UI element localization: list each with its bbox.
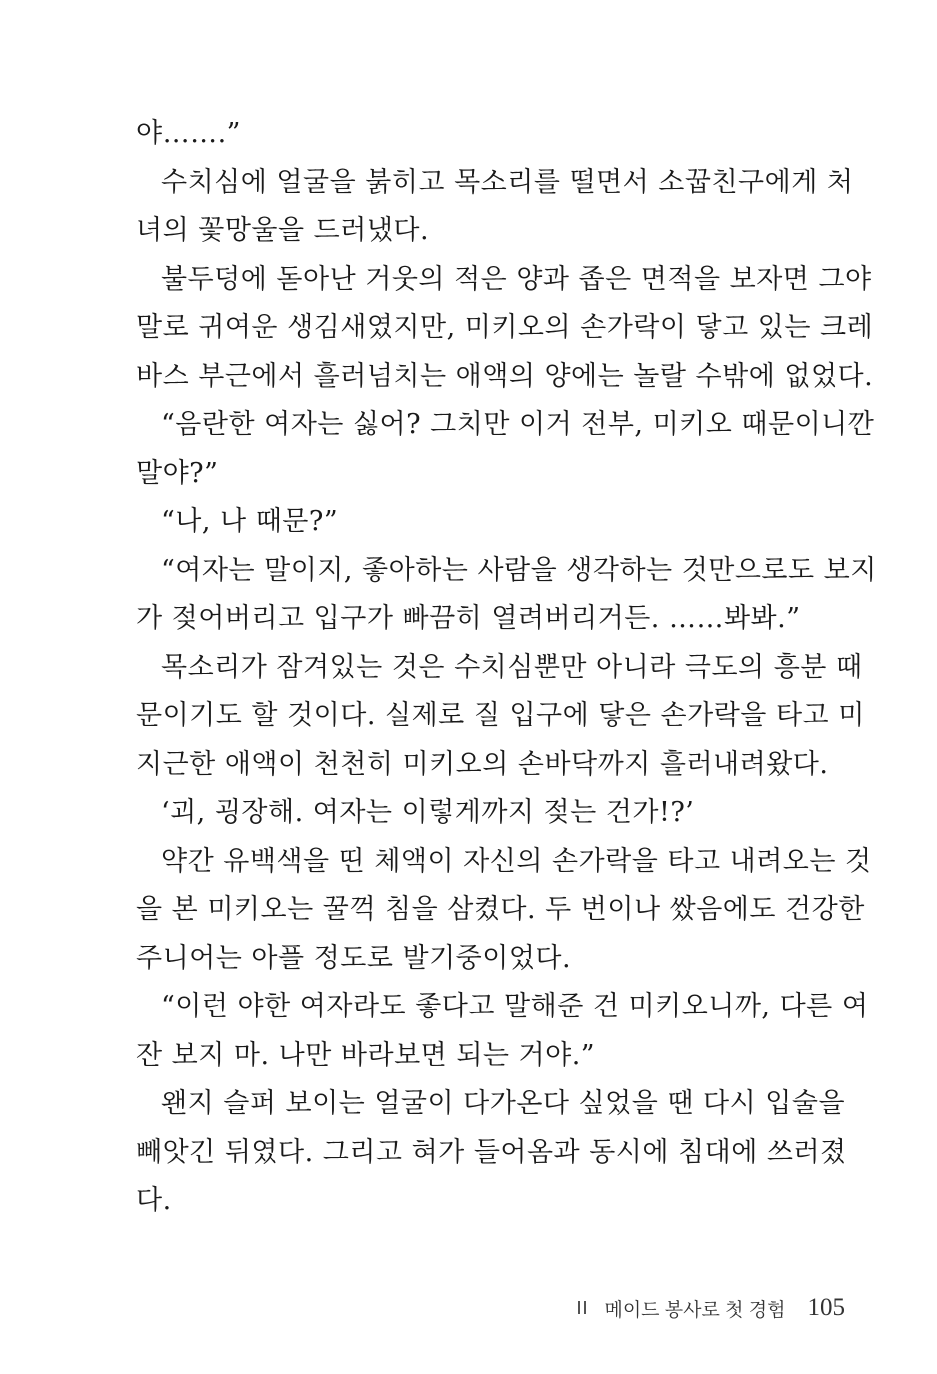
body-line-21: 왠지 슬퍼 보이는 얼굴이 다가온다 싶었을 땐 다시 입술을 <box>161 1088 846 1119</box>
body-line-14: 지근한 애액이 천천히 미키오의 손바닥까지 흘러내려왔다. <box>136 748 829 780</box>
body-line-18: 주니어는 아플 정도로 발기중이었다. <box>136 942 572 974</box>
page-footer <box>576 1290 845 1326</box>
body-line-23: 다. <box>136 1185 172 1216</box>
page-body-text <box>136 110 877 1226</box>
body-line-19: “이런 야한 여자라도 좋다고 말해준 건 미키오니까, 다른 여 <box>161 991 869 1022</box>
body-line-12: 목소리가 잠겨있는 것은 수치심뿐만 아니라 극도의 흥분 때 <box>161 651 863 683</box>
body-line-10: “여자는 말이지, 좋아하는 사람을 생각하는 것만으로도 보지 <box>161 554 877 586</box>
body-line-11: 가 젖어버리고 입구가 빠끔히 열려버리거든. ……봐봐.” <box>136 603 801 634</box>
body-line-20: 잔 보지 마. 나만 바라보면 되는 거야.” <box>136 1039 596 1071</box>
body-line-9: “나, 나 때문?” <box>161 506 339 537</box>
page-number: 105 <box>807 1294 845 1321</box>
body-line-5: 말로 귀여운 생김새였지만, 미키오의 손가락이 닿고 있는 크레 <box>136 312 874 343</box>
body-line-22: 빼앗긴 뒤였다. 그리고 혀가 들어옴과 동시에 침대에 쓰러졌 <box>136 1136 847 1168</box>
body-line-13: 문이기도 할 것이다. 실제로 질 입구에 닿은 손가락을 타고 미 <box>136 700 865 731</box>
body-line-16: 약간 유백색을 띤 체액이 자신의 손가락을 타고 내려오는 것 <box>161 845 872 877</box>
body-line-4: 불두덩에 돋아난 거웃의 적은 양과 좁은 면적을 보자면 그야 <box>161 263 872 295</box>
body-line-7: “음란한 여자는 싫어? 그치만 이거 전부, 미키오 때문이니깐 <box>161 409 875 440</box>
chapter-number: II <box>576 1297 589 1318</box>
body-line-3: 녀의 꽃망울을 드러냈다. <box>136 215 430 246</box>
chapter-title: 메이드 봉사로 첫 경험 <box>604 1299 786 1321</box>
body-line-6: 바스 부근에서 흘러넘치는 애액의 양에는 놀랄 수밖에 없었다. <box>136 360 874 392</box>
body-line-8: 말야?” <box>136 457 219 489</box>
body-line-1: 야…….” <box>136 118 241 149</box>
body-line-17: 을 본 미키오는 꿀꺽 침을 삼켰다. 두 번이나 쌌음에도 건강한 <box>136 894 865 925</box>
body-line-2: 수치심에 얼굴을 붉히고 목소리를 떨면서 소꿉친구에게 처 <box>161 166 854 198</box>
body-line-15: ‘괴, 굉장해. 여자는 이렇게까지 젖는 건가!?’ <box>161 797 695 828</box>
